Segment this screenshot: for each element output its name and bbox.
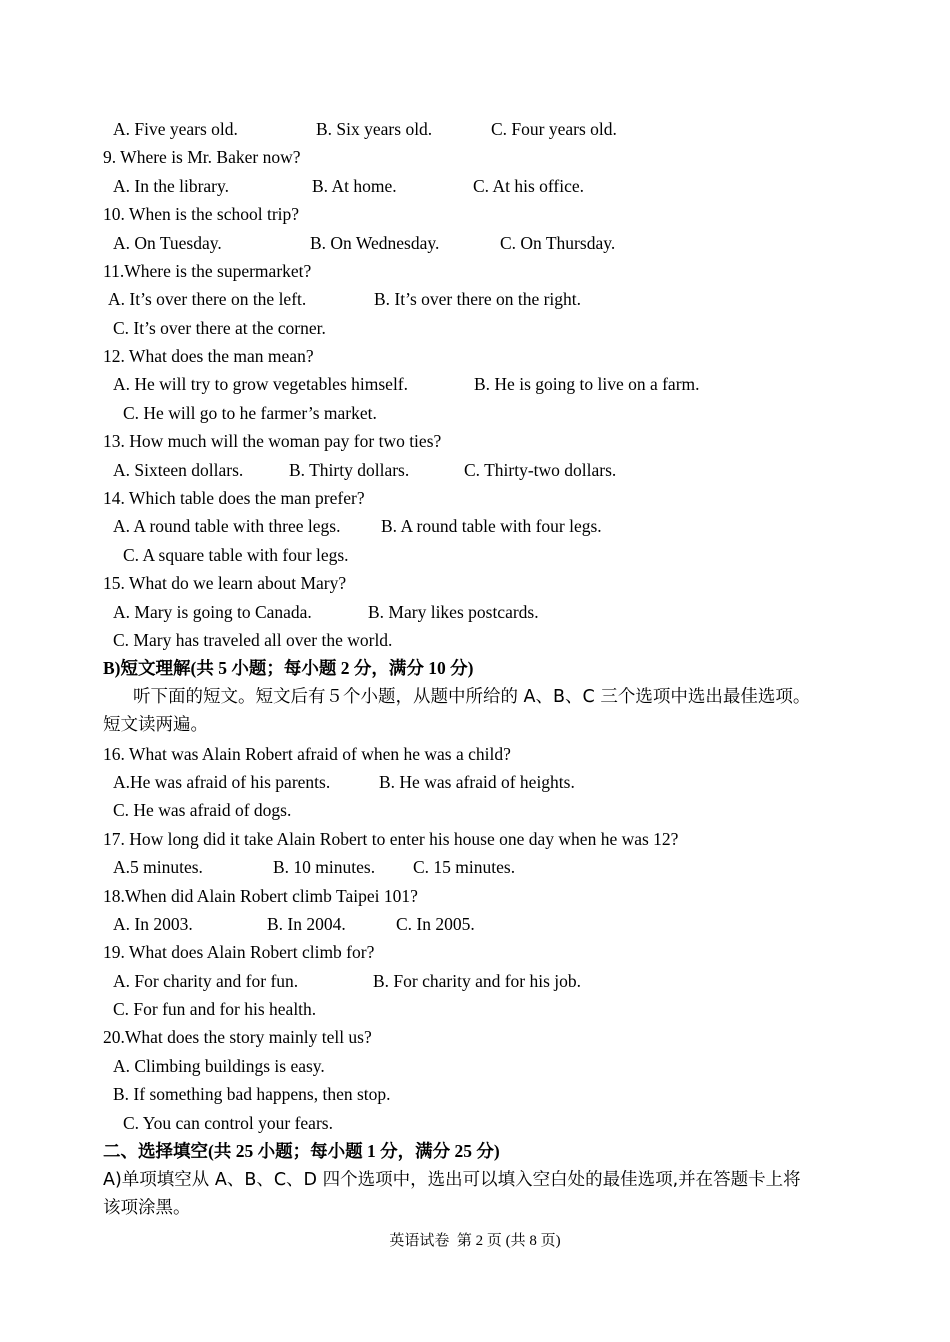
answer-option: A. Mary is going to Canada.	[113, 602, 312, 622]
text-line: 二、选择填空(共 25 小题；每小题 1 分，满分 25 分)	[103, 1141, 500, 1161]
answer-option: B. It’s over there on the right.	[374, 289, 582, 309]
text-line: 20.What does the story mainly tell us?	[103, 1027, 372, 1047]
text-line: 13. How much will the woman pay for two ties?	[103, 431, 442, 451]
answer-option: A.He was afraid of his parents.	[113, 772, 331, 792]
answer-option: A. He will try to grow vegetables himself.	[113, 374, 409, 394]
answer-option: C. In 2005.	[396, 914, 475, 934]
answer-option: A. Sixteen dollars.	[113, 460, 244, 480]
text-line: 11.Where is the supermarket?	[103, 261, 312, 281]
text-line: 15. What do we learn about Mary?	[103, 573, 347, 593]
answer-option: C. Four years old.	[491, 119, 617, 139]
text-line: 14. Which table does the man prefer?	[103, 488, 365, 508]
answer-option: C. Thirty-two dollars.	[464, 460, 617, 480]
answer-option: B. Thirty dollars.	[289, 460, 410, 480]
text-line: 18.When did Alain Robert climb Taipei 101?	[103, 886, 418, 906]
text-line: 短文读两遍。	[103, 715, 208, 735]
answer-option: C. At his office.	[473, 176, 584, 196]
answer-option: B. At home.	[312, 176, 397, 196]
answer-option: A. In 2003.	[113, 914, 193, 934]
answer-option: B. 10 minutes.	[273, 857, 376, 877]
answer-option: B. He is going to live on a farm.	[474, 374, 700, 394]
answer-option: A. A round table with three legs.	[113, 516, 341, 536]
text-line: 19. What does Alain Robert climb for?	[103, 942, 375, 962]
answer-option: A. Five years old.	[113, 119, 238, 139]
answer-option: A. It’s over there on the left.	[108, 289, 307, 309]
text-line: C. Mary has traveled all over the world.	[113, 630, 393, 650]
text-line: C. A square table with four legs.	[123, 545, 349, 565]
answer-option: B. Six years old.	[316, 119, 433, 139]
text-line: C. You can control your fears.	[123, 1113, 333, 1133]
answer-option: A. For charity and for fun.	[113, 971, 299, 991]
text-line: C. It’s over there at the corner.	[113, 318, 326, 338]
answer-option: B. For charity and for his job.	[373, 971, 582, 991]
text-line: C. He was afraid of dogs.	[113, 800, 292, 820]
answer-option: C. 15 minutes.	[413, 857, 516, 877]
answer-option: C. On Thursday.	[500, 233, 616, 253]
text-line: C. For fun and for his health.	[113, 999, 317, 1019]
answer-option: B. He was afraid of heights.	[379, 772, 575, 792]
text-line: B. If something bad happens, then stop.	[113, 1084, 391, 1104]
text-line: 听下面的短文。短文后有５个小题，从题中所给的 A、B、C 三个选项中选出最佳选项。	[133, 687, 811, 707]
answer-option: B. A round table with four legs.	[381, 516, 602, 536]
text-line: 16. What was Alain Robert afraid of when he was a child?	[103, 744, 511, 764]
text-line: B)短文理解(共 5 小题；每小题 2 分，满分 10 分)	[103, 658, 474, 678]
answer-option: A.5 minutes.	[113, 857, 203, 877]
text-line: A)单项填空从 A、B、C、D 四个选项中，选出可以填入空白处的最佳选项,并在答题卡上将	[103, 1170, 801, 1190]
answer-option: A. On Tuesday.	[113, 233, 222, 253]
text-line: 10. When is the school trip?	[103, 204, 300, 224]
answer-option: A. In the library.	[113, 176, 229, 196]
text-line: C. He will go to he farmer’s market.	[123, 403, 377, 423]
text-line: 12. What does the man mean?	[103, 346, 314, 366]
text-line: 该项涂黑。	[103, 1198, 191, 1218]
page-footer: 英语试卷 第 2 页 (共 8 页)	[389, 1233, 561, 1249]
text-line: 9. Where is Mr. Baker now?	[103, 147, 301, 167]
answer-option: B. In 2004.	[267, 914, 346, 934]
answer-option: B. Mary likes postcards.	[368, 602, 539, 622]
text-line: A. Climbing buildings is easy.	[113, 1056, 325, 1076]
answer-option: B. On Wednesday.	[310, 233, 440, 253]
text-line: 17. How long did it take Alain Robert to enter his house one day when he was 12?	[103, 829, 679, 849]
